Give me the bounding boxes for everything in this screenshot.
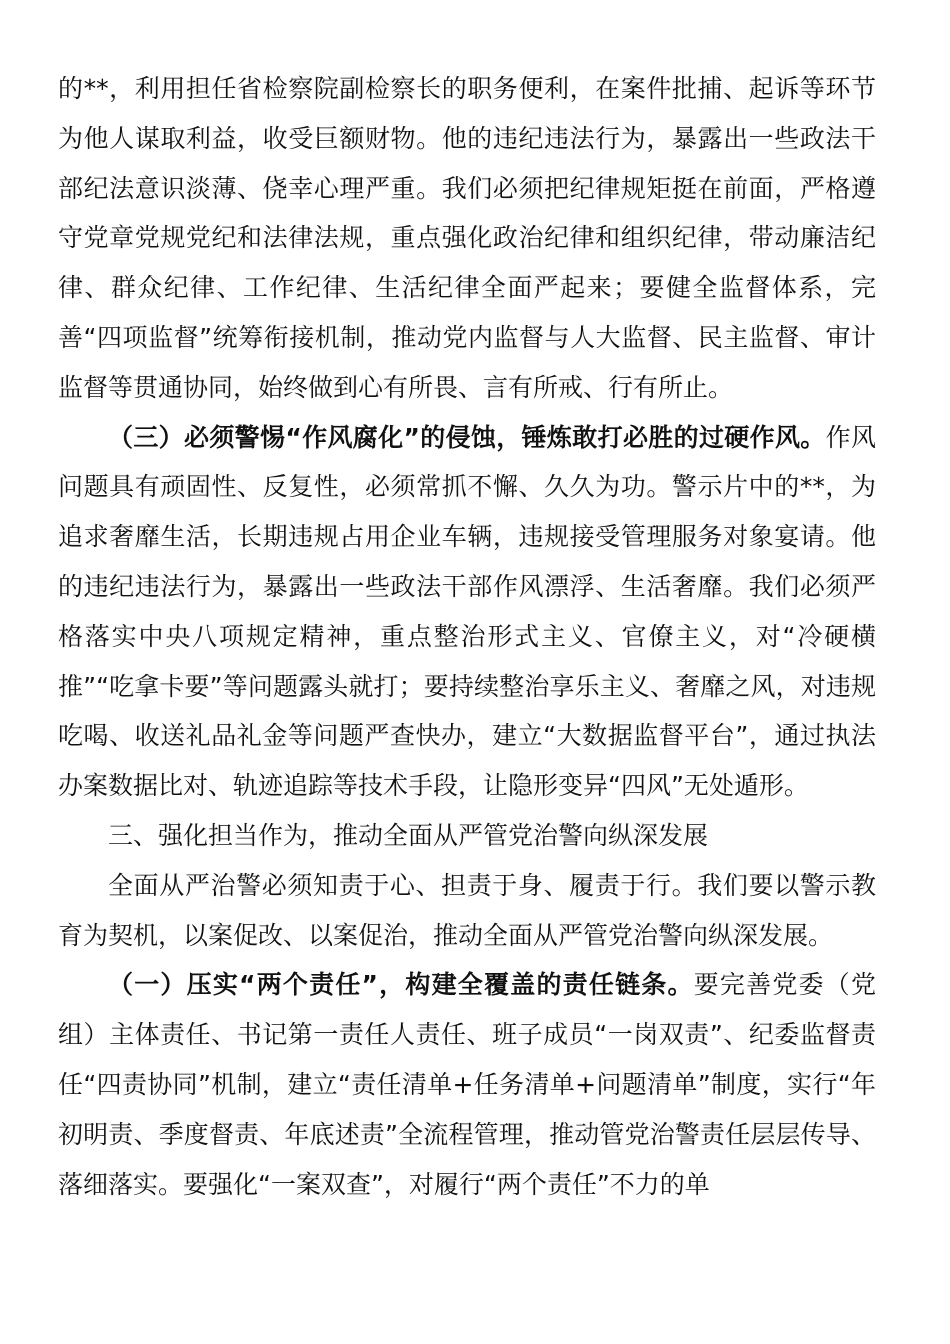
paragraph-continued (58, 64, 876, 413)
paragraph-item-1 (58, 960, 876, 1209)
document-body (58, 64, 876, 1209)
paragraph-heading: （三）必须警惕“作风腐化”的侵蚀，锤炼敢打必胜的过硬作风。 (108, 422, 826, 452)
section-heading-text: 三、强化担当作为，推动全面从严管党治警向纵深发展 (108, 820, 709, 850)
paragraph-text: 的**，利用担任省检察院副检察长的职务便利，在案件批捕、起诉等环节为他人谋取利益，收受巨额财物。他的违纪违法行为，暴露出一些政法干部纪法意识淡薄、侥幸心理严重。我们必须把纪律规矩挺在前面，严格遵守党章党规党纪和法律法规，重点强化政治纪律和组织纪律，带动廉洁纪律、群众纪律、工作纪律、生活纪律全面严起来；要健全监督体系，完善“四项监督”统筹衔接机制，推动党内监督与人大监督、民主监督、审计监督等贯通协同，始终做到心有所畏、言有所戒、行有所止。 (58, 74, 876, 402)
paragraph-text: 作风问题具有顽固性、反复性，必须常抓不懈、久久为功。警示片中的**，为追求奢靡生活，长期违规占用企业车辆，违规接受管理服务对象宴请。他的违纪违法行为，暴露出一些政法干部作风漂浮、生活奢靡。我们必须严格落实中央八项规定精神，重点整治形式主义、官僚主义，对“冷硬横推”“吃拿卡要”等问题露头就打；要持续整治享乐主义、奢靡之风，对违规吃喝、收送礼品礼金等问题严查快办，建立“大数据监督平台”，通过执法办案数据比对、轨迹追踪等技术手段，让隐形变异“四风”无处遁形。 (58, 422, 876, 801)
paragraph-heading: （一）压实“两个责任”，构建全覆盖的责任链条。 (108, 970, 694, 1000)
paragraph-text: 全面从严治警必须知责于心、担责于身、履责于行。我们要以警示教育为契机，以案促改、以案促治，推动全面从严管党治警向纵深发展。 (58, 870, 876, 950)
paragraph-intro (58, 861, 876, 961)
paragraph-section-3 (58, 413, 876, 811)
paragraph-text: 要完善党委（党组）主体责任、书记第一责任人责任、班子成员“一岗双责”、纪委监督责任“四责协同”机制，建立“责任清单+任务清单+问题清单”制度，实行“年初明责、季度督责、年底述责”全流程管理，推动管党治警责任层层传导、落细落实。要强化“一案双查”，对履行“两个责任”不力的单 (58, 970, 876, 1199)
section-heading (58, 811, 876, 861)
